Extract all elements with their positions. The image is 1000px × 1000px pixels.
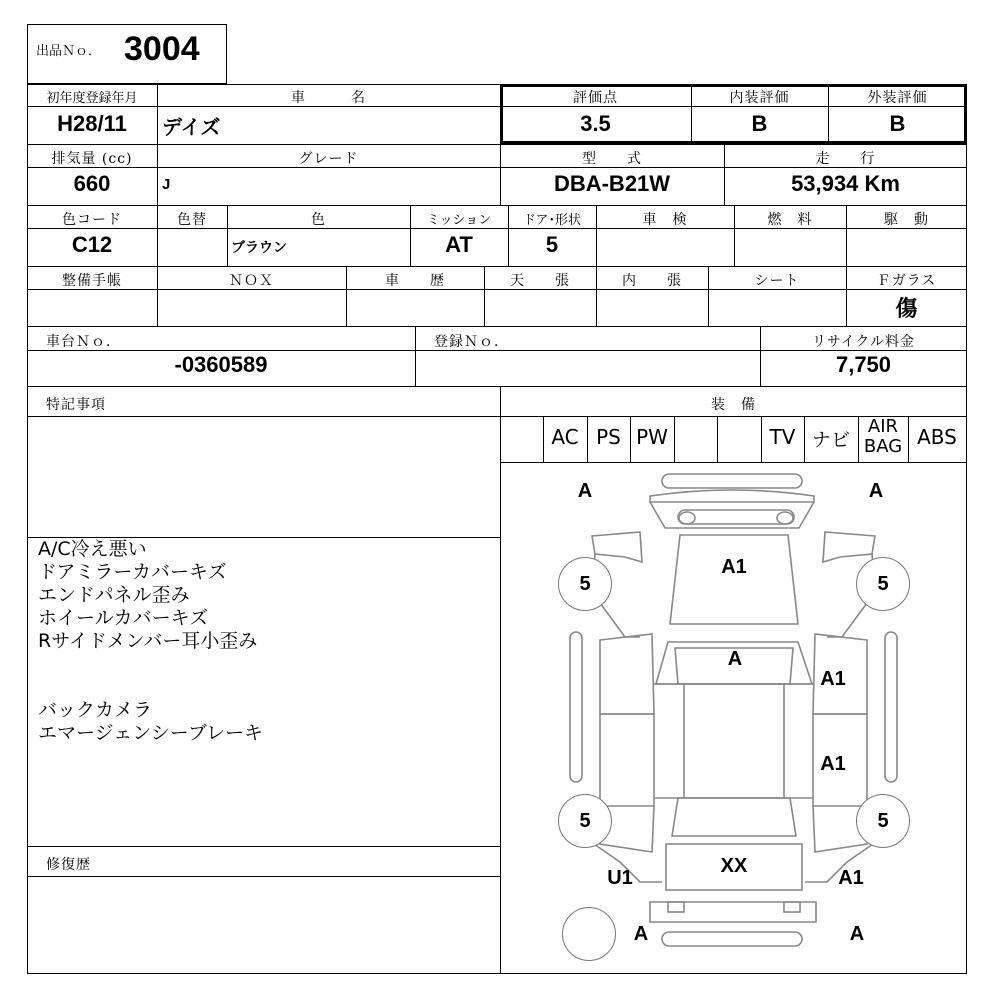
damage-rear-right: A1 xyxy=(838,867,864,889)
note-line: ホイールカバーキズ xyxy=(38,607,209,629)
note-line: バックカメラ xyxy=(38,699,153,721)
tire-rl-value: 5 xyxy=(579,810,591,832)
score-label: 評価点 xyxy=(573,90,618,106)
recycle-label: リサイクル料金 xyxy=(811,334,916,350)
mileage-label: 走 行 xyxy=(815,151,876,167)
reg-label: 初年度登録年月 xyxy=(46,91,138,106)
mileage-value: 53,934 Km xyxy=(791,171,900,196)
grade-value: J xyxy=(162,176,171,193)
car-diagram xyxy=(500,462,967,974)
equip-ac: AC xyxy=(551,425,579,449)
glass-value: 傷 xyxy=(895,296,918,322)
nox-label: ＮＯＸ xyxy=(229,273,274,289)
seat-label: シート xyxy=(754,273,800,289)
mission-label: ミッション xyxy=(426,213,492,228)
tire-fr-value: 5 xyxy=(877,573,889,595)
damage-front-left: A xyxy=(577,480,593,502)
repair-history-label: 修復歴 xyxy=(46,857,91,873)
chassis-label: 車台Ｎｏ． xyxy=(46,334,121,350)
note-line: ドアミラーカバーキズ xyxy=(38,561,227,583)
damage-rear-left: U1 xyxy=(607,867,633,889)
tire-rr-value: 5 xyxy=(877,810,889,832)
grade-label: グレード xyxy=(298,151,359,167)
interior-label: 内装評価 xyxy=(729,90,790,106)
equip-navi: ナビ xyxy=(811,429,850,451)
equip-ps: PS xyxy=(596,425,621,449)
history-label: 車 歴 xyxy=(385,273,445,289)
note-line: エンドパネル歪み xyxy=(38,584,190,606)
damage-trunk: XX xyxy=(720,855,748,877)
displacement-value: 660 xyxy=(73,171,111,196)
lot-label: 出品Ｎｏ． xyxy=(36,44,102,59)
damage-right-front-door: A1 xyxy=(820,668,846,690)
chassis-value: -0360589 xyxy=(174,352,268,377)
color-value: ブラウン xyxy=(231,240,287,256)
inspection-label: 車 検 xyxy=(642,212,688,228)
spare-tire xyxy=(562,907,616,961)
damage-hood: A1 xyxy=(721,556,747,578)
drive-label: 駆 動 xyxy=(884,212,929,228)
score-value: 3.5 xyxy=(580,111,611,136)
roof-label: 天 張 xyxy=(510,273,570,289)
model-value: DBA-B21W xyxy=(553,171,671,196)
equip-pw: PW xyxy=(636,425,668,449)
door-value: 5 xyxy=(545,232,559,257)
displacement-label: 排気量 (cc) xyxy=(51,151,133,167)
note-line: A/C冷え悪い xyxy=(38,538,147,560)
color-code-value: C12 xyxy=(71,232,113,257)
color-code-label: 色コード xyxy=(62,212,122,228)
tire-fl-value: 5 xyxy=(579,573,591,595)
fuel-label: 燃 料 xyxy=(767,212,813,228)
equip-abs: ABS xyxy=(917,425,957,449)
note-line: エマージェンシーブレーキ xyxy=(38,722,264,744)
exterior-label: 外装評価 xyxy=(867,90,928,106)
regno-label: 登録Ｎｏ． xyxy=(434,334,509,350)
interior-value: B xyxy=(751,111,768,136)
recycle-value: 7,750 xyxy=(835,352,892,377)
damage-roof: A xyxy=(727,648,743,670)
door-label: ドア･形状 xyxy=(522,213,582,228)
equip-airbag: AIR BAG xyxy=(863,416,903,457)
service-book-label: 整備手帳 xyxy=(62,273,122,289)
name-label: 車 名 xyxy=(291,90,366,106)
damage-rear-bumper-left: A xyxy=(633,923,649,945)
glass-label: Ｆガラス xyxy=(876,273,937,289)
damage-rear-bumper-right: A xyxy=(849,923,865,945)
mission-value: AT xyxy=(445,232,473,257)
equipment-label: 装 備 xyxy=(711,397,756,413)
damage-right-rear-door: A1 xyxy=(820,753,846,775)
notes-label: 特記事項 xyxy=(46,397,106,413)
lot-number: 3004 xyxy=(124,30,200,68)
interior-trim-label: 内 張 xyxy=(622,273,682,289)
damage-front-right: A xyxy=(868,480,884,502)
exterior-value: B xyxy=(889,111,906,136)
name-value: デイズ xyxy=(162,115,221,139)
repaint-label: 色替 xyxy=(177,212,207,228)
equip-tv: TV xyxy=(769,425,796,449)
model-label: 型 式 xyxy=(582,151,642,167)
reg-value: H28/11 xyxy=(57,111,127,136)
color-label: 色 xyxy=(311,212,326,228)
note-line: Rサイドメンバー耳小歪み xyxy=(38,630,258,652)
